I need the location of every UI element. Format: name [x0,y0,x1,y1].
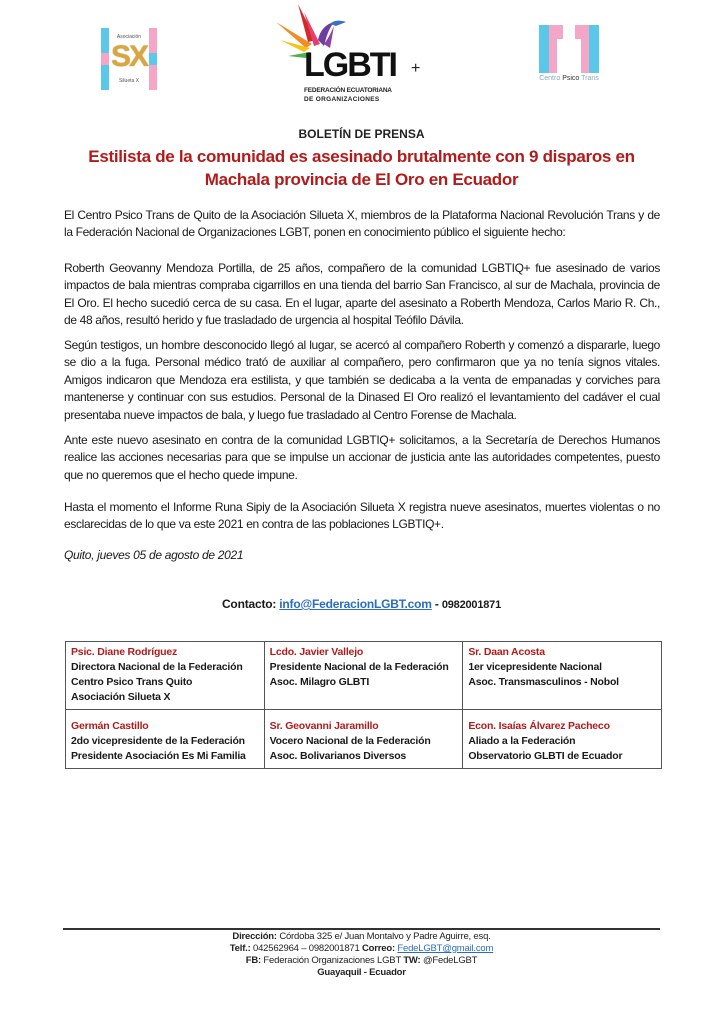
footer-tw-value: @FedeLGBT [420,955,478,966]
signatory-role: Aliado a la Federación [468,735,576,747]
contact-separator: - [431,597,442,611]
signatory-name: Sr. Geovanni Jaramillo [269,720,379,732]
signatory-role: Directora Nacional de la Federación [71,661,243,673]
logo-tagline-2: DE ORGANIZACIONES [304,96,380,103]
signatory-role: Presidente Nacional de la Federación [269,661,449,673]
signatory-cell [463,642,662,710]
signatory-org: Presidente Asociación Es Mi Familia [71,750,246,762]
footer-address-value: Córdoba 325 e/ Juan Montalvo y Padre Aguirre, esq. [276,931,491,942]
footer-email-link[interactable]: FedeLGBT@gmail.com [397,943,494,954]
contact-label: Contacto: [221,597,280,611]
asociacion-silueta-x-logo [101,28,157,90]
signatory-name: Sr. Daan Acosta [468,646,545,658]
signatory-org: Asoc. Milagro GLBTI [269,676,370,688]
footer-tw-label: TW: [403,955,421,966]
paragraph-demand: Ante este nuevo asesinato en contra de la comunidad LGBTIQ+ solicitamos, a la Secretaría de Derechos Humanos realice las acciones necesarias para que se impulse un accionar de justicia ante las autoridades competentes, puesto que no queremos que el hecho quede impune. [64,433,660,482]
signatory-role: Vocero Nacional de la Federación [269,735,431,747]
signatory-name: Psic. Diane Rodríguez [71,646,178,658]
logo-lgbti-wordmark: LGBTI [304,46,396,84]
footer-social [0,955,723,967]
headline-line-1: Estilista de la comunidad es asesinado brutalmente con 9 disparos en [88,147,635,166]
signatory-cell [463,710,662,769]
table-row [66,710,662,769]
logo-caption-a: Centro [539,75,563,82]
signatory-org: Asociación Silueta X [71,691,171,703]
logo-bottom-word: Silueta X [118,78,139,84]
footer-phone-label: Telf.: [229,943,251,954]
logo-caption [533,75,605,82]
headline [40,145,683,191]
contact-phone: 0982001871 [441,599,502,611]
signatory-cell [66,642,265,710]
footer-city-text: Guayaquil - Ecuador [317,967,406,978]
signatory-org: Asoc. Transmasculinos - Nobol [468,676,619,688]
signatory-role: 1er vicepresidente Nacional [468,661,602,673]
logo-tagline-1: FEDERACIÓN ECUATORIANA [304,87,392,94]
logo-plus-mark: + [411,60,421,77]
logo-top-word: Asociación [116,34,142,40]
contact-line [0,597,723,611]
signatory-name: Econ. Isaías Álvarez Pacheco [468,720,610,732]
signatory-name: Lcdo. Javier Vallejo [269,646,364,658]
headline-line-2: Machala provincia de El Oro en Ecuador [204,170,519,189]
footer-city [0,967,723,979]
footer-divider [63,928,660,930]
paragraph-victim: Roberth Geovanny Mendoza Portilla, de 25 años, compañero de la comunidad LGBTIQ+ fue asesinado de varios impactos de bala mientras compraba cigarrillos en una tienda del barrio San Francisco, al sur de Machala, provincia de El Oro. El hecho sucedió cerca de su casa. En el lugar, aparte del asesinato a Roberth Mendoza, Carlos Mario R. Ch., de 48 años, resultó herido y fue trasladado de urgencia al hospital Teófilo Dávila. [64,261,660,328]
logo-sx-mark: SX [110,40,148,73]
paragraph-witnesses: Según testigos, un hombre desconocido llegó al lugar, se acercó al compañero Roberth y comenzó a dispararle, luego se dio a la fuga. Personal médico trató de auxiliar al compañero, pero confirmaron que ya no tenía signos vitales. Amigos indicaron que Mendoza era estilista, y que también se dedicaba a la venta de empanadas y corviches para mantenerse y continuar con sus estudios. Personal de la Dinased El Oro realizó el levantamiento del cadáver el cual presentaba nueve impactos de bala, y luego fue trasladado al Centro Forense de Machala. [64,338,660,422]
signatory-org: Asoc. Bolivarianos Diversos [269,750,407,762]
dateline: Quito, jueves 05 de agosto de 2021 [64,548,244,562]
contact-email-link[interactable]: info@FederacionLGBT.com [279,597,432,611]
footer-fb-label: FB: [245,955,261,966]
logo-caption-b: Psico [562,75,580,82]
signatories-table [65,641,662,769]
logo-house-frame [539,25,599,73]
signatory-org: Centro Psico Trans Quito [71,676,193,688]
signatory-role: 2do vicepresidente de la Federación [71,735,245,747]
paragraph-report: Hasta el momento el Informe Runa Sipiy de la Asociación Silueta X registra nueve asesinatos, muertes violentas o no esclarecidas de lo que va este 2021 en contra de las poblaciones LGBTIQ+. [64,500,660,532]
footer [0,931,723,979]
press-release-kicker: BOLETÍN DE PRENSA [298,127,425,141]
federacion-lgbti-logo [268,0,438,108]
table-row [66,642,662,710]
signatory-org: Observatorio GLBTI de Ecuador [468,750,623,762]
centro-psico-trans-logo [533,25,605,87]
footer-address-label: Dirección: [232,931,277,942]
logo-caption-c: Trans [579,75,599,82]
footer-phone-email [0,943,723,955]
footer-email-label: Correo: [362,943,395,954]
signatory-cell [264,642,463,710]
footer-address [0,931,723,943]
signatory-cell [264,710,463,769]
signatory-cell [66,710,265,769]
paragraph-intro: El Centro Psico Trans de Quito de la Asociación Silueta X, miembros de la Plataforma Nacional Revolución Trans y de la Federación Nacional de Organizaciones LGBT, ponen en conocimiento público el siguiente hecho: [64,208,660,240]
footer-fb-value: Federación Organizaciones LGBT [260,955,404,966]
signatory-name: Germán Castillo [71,720,149,732]
footer-phone-value: 042562964 – 0982001871 [250,943,363,954]
